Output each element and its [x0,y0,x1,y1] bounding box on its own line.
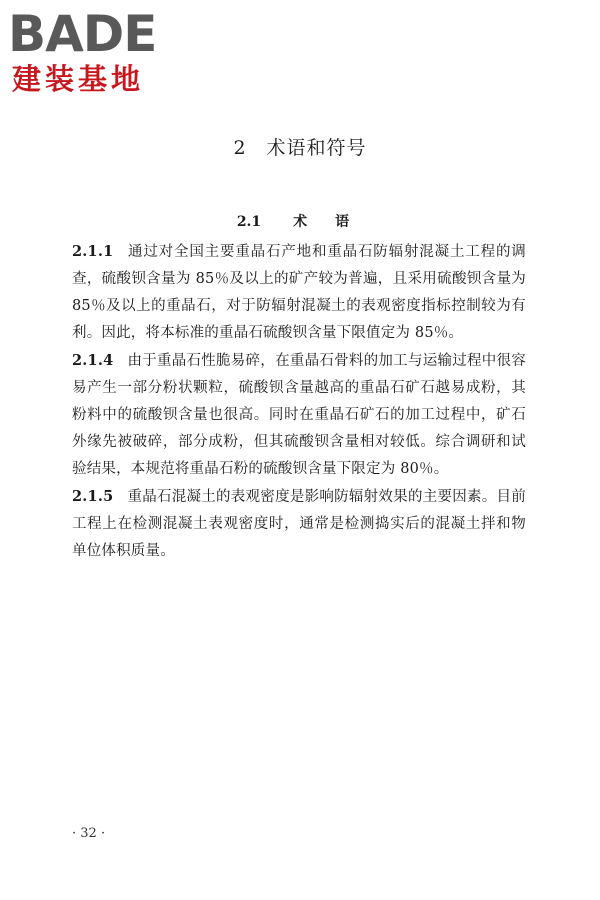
chapter-name: 术语和符号 [266,137,367,159]
section-word-2: 语 [335,214,350,230]
clause-text: 由于重晶石性脆易碎，在重晶石骨料的加工与运输过程中很容易产生一部分粉状颗粒，硫酸钡含量越高的重晶石矿石越易成粉，其粉料中的硫酸钡含量也很高。同时在重晶石矿石的加工过程中，矿石外缘先被破碎，部分成粉，但其硫酸钡含量相对较低。综合调研和试验结果，本规范将重晶石粉的硫酸钡含量下限定为 80％。 [72,353,526,477]
section-heading [0,211,600,231]
chapter-number: 2 [233,137,247,159]
clause-list [72,238,526,565]
clause-2-1-5 [72,483,526,565]
clause-2-1-4 [72,347,526,483]
logo [8,6,178,98]
logo-chinese-name: 建装基地 [12,62,145,96]
page-number: · 32 · [72,826,106,841]
clause-text: 重晶石混凝土的表观密度是影响防辐射效果的主要因素。目前工程上在检测混凝土表观密度时，通常是检测捣实后的混凝土拌和物单位体积质量。 [72,489,526,559]
section-number: 2.1 [236,214,262,230]
clause-number: 2.1.1 [72,243,114,260]
clause-number: 2.1.4 [72,352,114,369]
clause-number: 2.1.5 [72,488,114,505]
clause-text: 通过对全国主要重晶石产地和重晶石防辐射混凝土工程的调查，硫酸钡含量为 85％及以上的矿产较为普遍，且采用硫酸钡含量为 85％及以上的重晶石，对于防辐射混凝土的表观密度指标控制较为有利。因此，将本标准的重晶石硫酸钡含量下限值定为 85％。 [72,244,526,341]
clause-2-1-1 [72,238,526,347]
section-word-1: 术 [293,214,308,230]
chapter-title [0,133,600,160]
logo-wordmark: BADE [8,5,157,63]
